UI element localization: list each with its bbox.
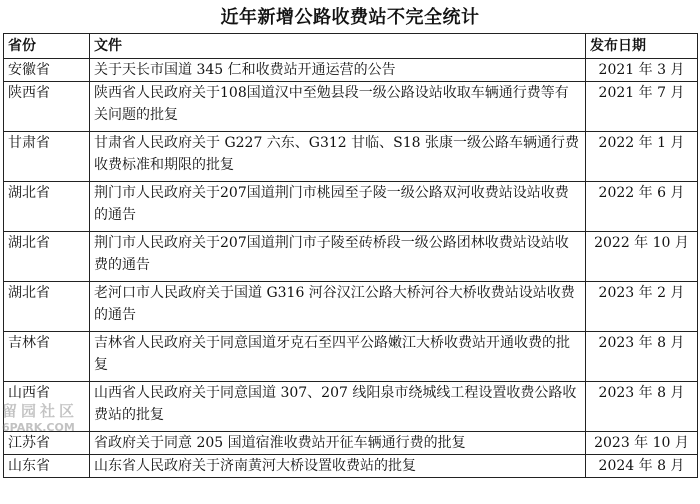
header-document: 文件	[90, 34, 586, 59]
cell-province: 吉林省	[4, 332, 90, 382]
table-row	[4, 332, 698, 382]
toll-station-table	[3, 33, 698, 478]
cell-document: 荆门市人民政府关于207国道荆门市桃园至子陵一级公路双河收费站设站收费的通告	[90, 182, 586, 232]
cell-province: 安徽省	[4, 59, 90, 82]
cell-document: 山东省人民政府关于济南黄河大桥设置收费站的批复	[90, 455, 586, 478]
cell-province: 湖北省	[4, 232, 90, 282]
cell-date: 2023 年 2 月	[586, 282, 698, 332]
cell-province: 山东省	[4, 455, 90, 478]
cell-document: 吉林省人民政府关于同意国道牙克石至四平公路嫩江大桥收费站开通收费的批复	[90, 332, 586, 382]
table-header-row	[4, 34, 698, 59]
header-province: 省份	[4, 34, 90, 59]
cell-date: 2021 年 3 月	[586, 59, 698, 82]
cell-date: 2022 年 6 月	[586, 182, 698, 232]
cell-date: 2022 年 10 月	[586, 232, 698, 282]
cell-document: 荆门市人民政府关于207国道荆门市子陵至砖桥段一级公路团林收费站设站收费的通告	[90, 232, 586, 282]
table-row	[4, 455, 698, 478]
table-row	[4, 132, 698, 182]
cell-document: 省政府关于同意 205 国道宿淮收费站开征车辆通行费的批复	[90, 432, 586, 455]
table-row	[4, 382, 698, 432]
cell-document: 陕西省人民政府关于108国道汉中至勉县段一级公路设站收取车辆通行费等有关问题的批复	[90, 82, 586, 132]
table-row	[4, 59, 698, 82]
watermark-cn-text: 留园社区	[2, 402, 79, 420]
cell-province: 陕西省	[4, 82, 90, 132]
cell-date: 2024 年 8 月	[586, 455, 698, 478]
watermark-en-text: 6PARK.COM	[2, 421, 75, 434]
table-row	[4, 432, 698, 455]
table-row	[4, 82, 698, 132]
cell-document: 甘肃省人民政府关于 G227 六东、G312 甘临、S18 张康一级公路车辆通行费收费标准和期限的批复	[90, 132, 586, 182]
table-row	[4, 182, 698, 232]
cell-document: 山西省人民政府关于同意国道 307、207 线阳泉市绕城线工程设置收费公路收费站的批复	[90, 382, 586, 432]
cell-date: 2022 年 1 月	[586, 132, 698, 182]
cell-date: 2023 年 8 月	[586, 332, 698, 382]
table-row	[4, 282, 698, 332]
cell-date: 2021 年 7 月	[586, 82, 698, 132]
cell-document: 老河口市人民政府关于国道 G316 河谷汉江公路大桥河谷大桥收费站设站收费的通告	[90, 282, 586, 332]
cell-date: 2023 年 10 月	[586, 432, 698, 455]
cell-province: 甘肃省	[4, 132, 90, 182]
cell-province: 湖北省	[4, 182, 90, 232]
table-row	[4, 232, 698, 282]
cell-date: 2023 年 8 月	[586, 382, 698, 432]
header-date: 发布日期	[586, 34, 698, 59]
cell-province: 江苏省	[4, 432, 90, 455]
table-title: 近年新增公路收费站不完全统计	[220, 7, 480, 28]
cell-province: 湖北省	[4, 282, 90, 332]
cell-province: 山西省	[4, 382, 90, 432]
cell-document: 关于天长市国道 345 仁和收费站开通运营的公告	[90, 59, 586, 82]
